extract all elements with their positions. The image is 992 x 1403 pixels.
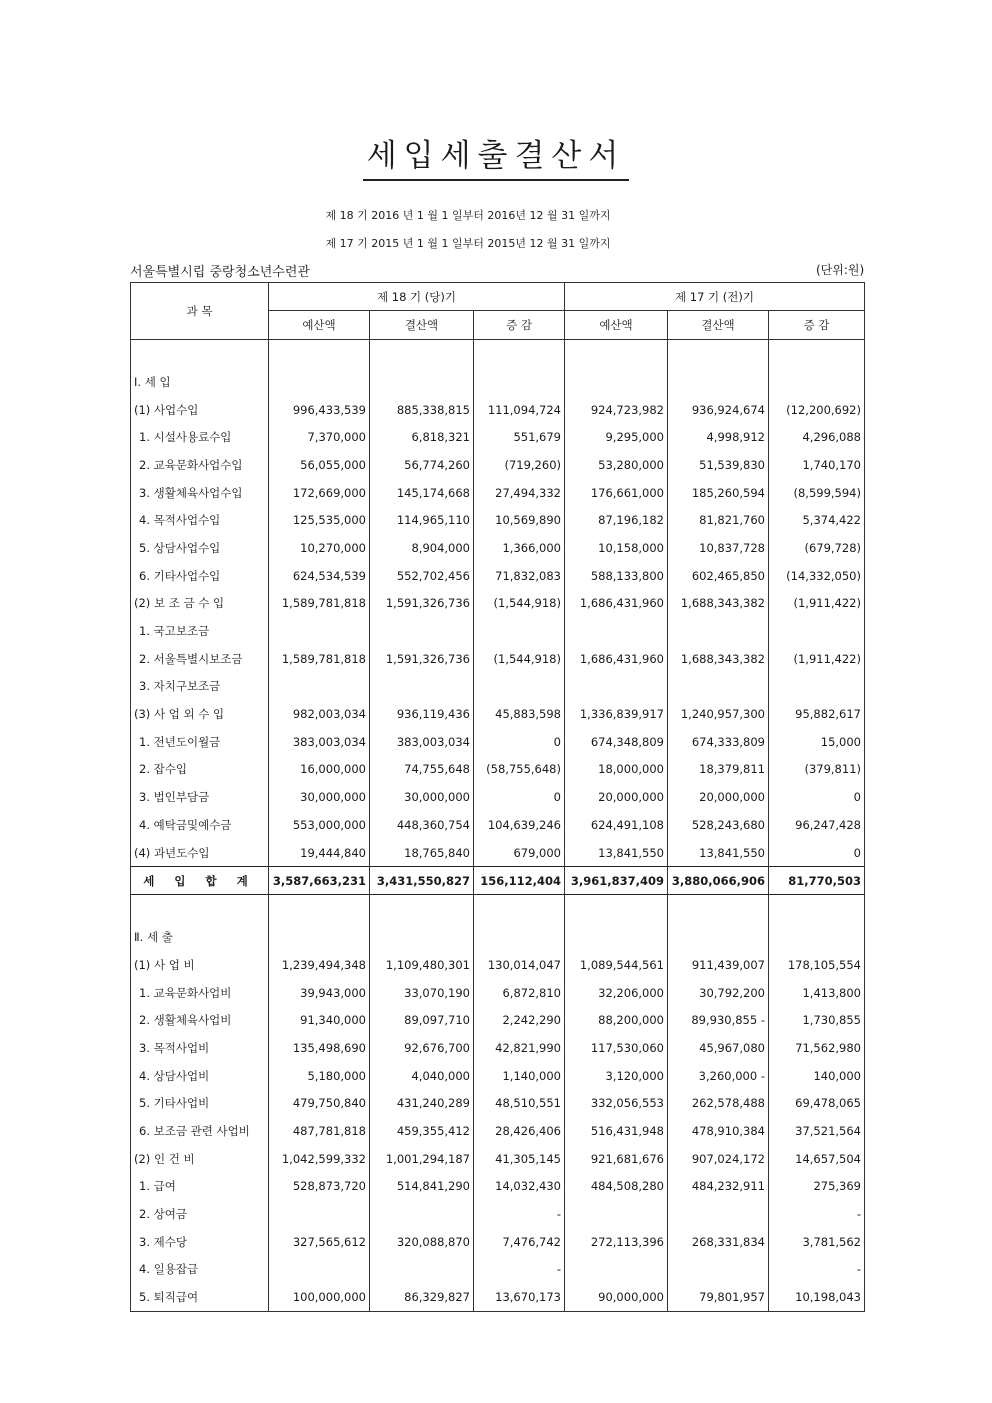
table-row: [131, 923, 865, 951]
value-cell: 86,329,827: [370, 1283, 474, 1311]
value-cell: 18,379,811: [668, 756, 769, 784]
value-cell: 996,433,539: [269, 396, 370, 424]
value-cell: 71,832,083: [474, 562, 565, 590]
value-cell: 156,112,404: [474, 867, 565, 895]
table-row: [131, 479, 865, 507]
value-cell: (1,544,918): [474, 645, 565, 673]
value-cell: [565, 895, 668, 924]
row-label: (4) 과년도수입: [131, 839, 269, 867]
value-cell: 1,140,000: [474, 1062, 565, 1090]
period-current: 제 18 기 2016 년 1 월 1 일부터 2016년 12 월 31 일까지: [325, 209, 611, 222]
col-header: 예산액: [565, 311, 668, 340]
row-label: 1. 국고보조금: [131, 617, 269, 645]
row-label: (2) 인 건 비: [131, 1145, 269, 1173]
value-cell: 0: [474, 783, 565, 811]
value-cell: 10,837,728: [668, 534, 769, 562]
value-cell: 1,089,544,561: [565, 951, 668, 979]
value-cell: 1,042,599,332: [269, 1145, 370, 1173]
value-cell: 1,688,343,382: [668, 590, 769, 618]
value-cell: -: [769, 1200, 865, 1228]
table-row: [131, 617, 865, 645]
value-cell: [474, 673, 565, 701]
row-label: [131, 340, 269, 369]
value-cell: 528,873,720: [269, 1173, 370, 1201]
table-row: [131, 895, 865, 924]
value-cell: 74,755,648: [370, 756, 474, 784]
value-cell: 1,591,326,736: [370, 645, 474, 673]
subject-header: 과 목: [131, 283, 269, 340]
value-cell: 332,056,553: [565, 1090, 668, 1118]
value-cell: [269, 923, 370, 951]
value-cell: [668, 1256, 769, 1284]
value-cell: 81,821,760: [668, 506, 769, 534]
value-cell: 88,200,000: [565, 1006, 668, 1034]
value-cell: 0: [769, 839, 865, 867]
value-cell: [565, 923, 668, 951]
value-cell: 674,348,809: [565, 728, 668, 756]
table-row: [131, 562, 865, 590]
table-row: [131, 1200, 865, 1228]
row-label: 1. 급여: [131, 1173, 269, 1201]
value-cell: 10,569,890: [474, 506, 565, 534]
row-label: 4. 일용잡급: [131, 1256, 269, 1284]
row-label: 5. 퇴직급여: [131, 1283, 269, 1311]
value-cell: 516,431,948: [565, 1117, 668, 1145]
value-cell: [269, 895, 370, 924]
value-cell: 9,295,000: [565, 423, 668, 451]
row-label: 5. 상담사업수입: [131, 534, 269, 562]
value-cell: 87,196,182: [565, 506, 668, 534]
value-cell: 30,000,000: [370, 783, 474, 811]
value-cell: 135,498,690: [269, 1034, 370, 1062]
value-cell: 32,206,000: [565, 979, 668, 1007]
value-cell: 51,539,830: [668, 451, 769, 479]
value-cell: 1,109,480,301: [370, 951, 474, 979]
value-cell: 1,413,800: [769, 979, 865, 1007]
value-cell: (12,200,692): [769, 396, 865, 424]
value-cell: (14,332,050): [769, 562, 865, 590]
value-cell: (58,755,648): [474, 756, 565, 784]
value-cell: 624,534,539: [269, 562, 370, 590]
value-cell: 20,000,000: [668, 783, 769, 811]
organization-name: 서울특별시립 중랑청소년수련관: [130, 265, 310, 280]
table-row: [131, 839, 865, 867]
value-cell: 14,657,504: [769, 1145, 865, 1173]
value-cell: [370, 895, 474, 924]
value-cell: 30,792,200: [668, 979, 769, 1007]
value-cell: [668, 368, 769, 396]
table-row: [131, 1034, 865, 1062]
value-cell: [565, 1200, 668, 1228]
value-cell: 921,681,676: [565, 1145, 668, 1173]
value-cell: 383,003,034: [269, 728, 370, 756]
value-cell: 3,781,562: [769, 1228, 865, 1256]
value-cell: 936,119,436: [370, 700, 474, 728]
value-cell: 3,260,000 -: [668, 1062, 769, 1090]
value-cell: [269, 1256, 370, 1284]
row-label: 1. 시설사용료수입: [131, 423, 269, 451]
value-cell: [474, 368, 565, 396]
value-cell: 0: [474, 728, 565, 756]
table-body: [131, 340, 865, 1312]
value-cell: [370, 1200, 474, 1228]
table-row: [131, 979, 865, 1007]
row-label: Ⅱ. 세 출: [131, 923, 269, 951]
value-cell: 262,578,488: [668, 1090, 769, 1118]
value-cell: 13,670,173: [474, 1283, 565, 1311]
table-row: [131, 590, 865, 618]
row-label: Ⅰ. 세 입: [131, 368, 269, 396]
row-label: 6. 기타사업수입: [131, 562, 269, 590]
value-cell: 176,661,000: [565, 479, 668, 507]
value-cell: 10,270,000: [269, 534, 370, 562]
col-header: 예산액: [269, 311, 370, 340]
row-label: 4. 목적사업수입: [131, 506, 269, 534]
value-cell: 13,841,550: [565, 839, 668, 867]
value-cell: 13,841,550: [668, 839, 769, 867]
table-row: [131, 1062, 865, 1090]
value-cell: 320,088,870: [370, 1228, 474, 1256]
value-cell: 272,113,396: [565, 1228, 668, 1256]
value-cell: 4,998,912: [668, 423, 769, 451]
value-cell: 81,770,503: [769, 867, 865, 895]
value-cell: 588,133,800: [565, 562, 668, 590]
value-cell: 140,000: [769, 1062, 865, 1090]
value-cell: 111,094,724: [474, 396, 565, 424]
value-cell: 6,818,321: [370, 423, 474, 451]
value-cell: 924,723,982: [565, 396, 668, 424]
value-cell: 125,535,000: [269, 506, 370, 534]
value-cell: 1,589,781,818: [269, 645, 370, 673]
row-label: (2) 보 조 금 수 입: [131, 590, 269, 618]
value-cell: 100,000,000: [269, 1283, 370, 1311]
value-cell: -: [474, 1200, 565, 1228]
value-cell: 30,000,000: [269, 783, 370, 811]
row-label: (1) 사 업 비: [131, 951, 269, 979]
table-row: [131, 1090, 865, 1118]
value-cell: -: [769, 1256, 865, 1284]
value-cell: [474, 617, 565, 645]
value-cell: 89,930,855 -: [668, 1006, 769, 1034]
value-cell: 885,338,815: [370, 396, 474, 424]
value-cell: 18,765,840: [370, 839, 474, 867]
value-cell: 602,465,850: [668, 562, 769, 590]
value-cell: [269, 340, 370, 369]
value-cell: 48,510,551: [474, 1090, 565, 1118]
table-row: [131, 1173, 865, 1201]
col-header: 결산액: [668, 311, 769, 340]
value-cell: 552,702,456: [370, 562, 474, 590]
table-row: [131, 1228, 865, 1256]
table-row: [131, 867, 865, 895]
value-cell: [565, 617, 668, 645]
table-row: [131, 673, 865, 701]
value-cell: 53,280,000: [565, 451, 668, 479]
value-cell: [769, 368, 865, 396]
period-prior: 제 17 기 2015 년 1 월 1 일부터 2015년 12 월 31 일까지: [325, 237, 611, 250]
value-cell: 7,476,742: [474, 1228, 565, 1256]
value-cell: 478,910,384: [668, 1117, 769, 1145]
table-row: [131, 506, 865, 534]
row-label: 3. 목적사업비: [131, 1034, 269, 1062]
table-row: [131, 728, 865, 756]
value-cell: [668, 1200, 769, 1228]
table-row: [131, 700, 865, 728]
value-cell: [474, 923, 565, 951]
value-cell: 3,120,000: [565, 1062, 668, 1090]
value-cell: [668, 617, 769, 645]
row-label: (3) 사 업 외 수 입: [131, 700, 269, 728]
value-cell: [769, 673, 865, 701]
value-cell: 7,370,000: [269, 423, 370, 451]
value-cell: 0: [769, 783, 865, 811]
value-cell: 674,333,809: [668, 728, 769, 756]
row-label: 3. 제수당: [131, 1228, 269, 1256]
value-cell: (1,544,918): [474, 590, 565, 618]
value-cell: [370, 923, 474, 951]
value-cell: 96,247,428: [769, 811, 865, 839]
value-cell: 1,589,781,818: [269, 590, 370, 618]
value-cell: 104,639,246: [474, 811, 565, 839]
value-cell: 3,587,663,231: [269, 867, 370, 895]
value-cell: 1,740,170: [769, 451, 865, 479]
value-cell: 45,883,598: [474, 700, 565, 728]
value-cell: [769, 617, 865, 645]
table-row: [131, 951, 865, 979]
value-cell: 448,360,754: [370, 811, 474, 839]
value-cell: [565, 340, 668, 369]
value-cell: [269, 617, 370, 645]
document-title: [0, 130, 992, 181]
value-cell: 4,040,000: [370, 1062, 474, 1090]
value-cell: 6,872,810: [474, 979, 565, 1007]
value-cell: [565, 1256, 668, 1284]
value-cell: [370, 673, 474, 701]
value-cell: 90,000,000: [565, 1283, 668, 1311]
value-cell: 3,961,837,409: [565, 867, 668, 895]
table-row: [131, 451, 865, 479]
value-cell: 114,965,110: [370, 506, 474, 534]
value-cell: 1,239,494,348: [269, 951, 370, 979]
value-cell: 185,260,594: [668, 479, 769, 507]
value-cell: 268,331,834: [668, 1228, 769, 1256]
value-cell: [565, 368, 668, 396]
table-row: [131, 1256, 865, 1284]
row-label: 5. 기타사업비: [131, 1090, 269, 1118]
value-cell: 1,336,839,917: [565, 700, 668, 728]
value-cell: 117,530,060: [565, 1034, 668, 1062]
table-row: [131, 1117, 865, 1145]
value-cell: 679,000: [474, 839, 565, 867]
value-cell: 172,669,000: [269, 479, 370, 507]
value-cell: 15,000: [769, 728, 865, 756]
value-cell: 624,491,108: [565, 811, 668, 839]
value-cell: 907,024,172: [668, 1145, 769, 1173]
value-cell: [370, 617, 474, 645]
table-row: [131, 1006, 865, 1034]
value-cell: 479,750,840: [269, 1090, 370, 1118]
value-cell: 20,000,000: [565, 783, 668, 811]
row-label: 2. 교육문화사업수입: [131, 451, 269, 479]
value-cell: (1,911,422): [769, 590, 865, 618]
value-cell: 327,565,612: [269, 1228, 370, 1256]
value-cell: 42,821,990: [474, 1034, 565, 1062]
row-label: 4. 상담사업비: [131, 1062, 269, 1090]
value-cell: 1,730,855: [769, 1006, 865, 1034]
row-label: 2. 잡수입: [131, 756, 269, 784]
value-cell: [370, 1256, 474, 1284]
value-cell: 95,882,617: [769, 700, 865, 728]
value-cell: 1,686,431,960: [565, 590, 668, 618]
value-cell: 459,355,412: [370, 1117, 474, 1145]
value-cell: 79,801,957: [668, 1283, 769, 1311]
value-cell: 484,232,911: [668, 1173, 769, 1201]
row-label: 2. 서울특별시보조금: [131, 645, 269, 673]
table-row: [131, 783, 865, 811]
table-row: [131, 1283, 865, 1311]
value-cell: 41,305,145: [474, 1145, 565, 1173]
value-cell: 27,494,332: [474, 479, 565, 507]
value-cell: 3,431,550,827: [370, 867, 474, 895]
value-cell: 982,003,034: [269, 700, 370, 728]
value-cell: [474, 340, 565, 369]
row-label: 1. 교육문화사업비: [131, 979, 269, 1007]
value-cell: 91,340,000: [269, 1006, 370, 1034]
current-period-header: 제 18 기 (당)기: [269, 283, 565, 311]
value-cell: 431,240,289: [370, 1090, 474, 1118]
value-cell: 28,426,406: [474, 1117, 565, 1145]
value-cell: 514,841,290: [370, 1173, 474, 1201]
table-row: [131, 1145, 865, 1173]
value-cell: [769, 923, 865, 951]
table-row: [131, 534, 865, 562]
table-row: [131, 645, 865, 673]
value-cell: 1,591,326,736: [370, 590, 474, 618]
row-label: 3. 법인부담금: [131, 783, 269, 811]
row-label: 2. 생활체육사업비: [131, 1006, 269, 1034]
value-cell: 33,070,190: [370, 979, 474, 1007]
row-label: (1) 사업수입: [131, 396, 269, 424]
table-row: [131, 811, 865, 839]
value-cell: 487,781,818: [269, 1117, 370, 1145]
settlement-table: [130, 282, 865, 1312]
value-cell: 936,924,674: [668, 396, 769, 424]
value-cell: [668, 923, 769, 951]
value-cell: (719,260): [474, 451, 565, 479]
value-cell: [370, 368, 474, 396]
row-label: 6. 보조금 관련 사업비: [131, 1117, 269, 1145]
value-cell: [474, 895, 565, 924]
value-cell: 69,478,065: [769, 1090, 865, 1118]
value-cell: (679,728): [769, 534, 865, 562]
value-cell: [269, 368, 370, 396]
value-cell: (379,811): [769, 756, 865, 784]
value-cell: 1,686,431,960: [565, 645, 668, 673]
table-row: [131, 396, 865, 424]
col-header: 증 감: [474, 311, 565, 340]
table-row: [131, 368, 865, 396]
value-cell: [668, 340, 769, 369]
value-cell: 71,562,980: [769, 1034, 865, 1062]
value-cell: [769, 895, 865, 924]
value-cell: -: [474, 1256, 565, 1284]
value-cell: 18,000,000: [565, 756, 668, 784]
row-label: 3. 자치구보조금: [131, 673, 269, 701]
row-label: [131, 895, 269, 924]
unit-label: (단위:원): [816, 263, 865, 277]
value-cell: 5,180,000: [269, 1062, 370, 1090]
value-cell: [668, 673, 769, 701]
value-cell: 10,198,043: [769, 1283, 865, 1311]
value-cell: 275,369: [769, 1173, 865, 1201]
value-cell: 89,097,710: [370, 1006, 474, 1034]
value-cell: (8,599,594): [769, 479, 865, 507]
value-cell: (1,911,422): [769, 645, 865, 673]
value-cell: 145,174,668: [370, 479, 474, 507]
value-cell: 911,439,007: [668, 951, 769, 979]
col-header: 증 감: [769, 311, 865, 340]
value-cell: [370, 340, 474, 369]
col-header: 결산액: [370, 311, 474, 340]
row-label: 세 입 합 계: [131, 867, 269, 895]
value-cell: 19,444,840: [269, 839, 370, 867]
value-cell: 484,508,280: [565, 1173, 668, 1201]
value-cell: 551,679: [474, 423, 565, 451]
value-cell: 37,521,564: [769, 1117, 865, 1145]
value-cell: 383,003,034: [370, 728, 474, 756]
value-cell: 8,904,000: [370, 534, 474, 562]
row-label: 4. 예탁금및예수금: [131, 811, 269, 839]
value-cell: [269, 1200, 370, 1228]
value-cell: 130,014,047: [474, 951, 565, 979]
row-label: 3. 생활체육사업수입: [131, 479, 269, 507]
value-cell: 1,240,957,300: [668, 700, 769, 728]
value-cell: 1,366,000: [474, 534, 565, 562]
table-row: [131, 340, 865, 369]
value-cell: 2,242,290: [474, 1006, 565, 1034]
value-cell: 3,880,066,906: [668, 867, 769, 895]
table-row: [131, 756, 865, 784]
value-cell: [269, 673, 370, 701]
value-cell: 5,374,422: [769, 506, 865, 534]
document-title-text: 세입세출결산서: [363, 130, 630, 181]
value-cell: 56,774,260: [370, 451, 474, 479]
value-cell: 1,688,343,382: [668, 645, 769, 673]
value-cell: 1,001,294,187: [370, 1145, 474, 1173]
value-cell: 528,243,680: [668, 811, 769, 839]
value-cell: 14,032,430: [474, 1173, 565, 1201]
value-cell: 56,055,000: [269, 451, 370, 479]
value-cell: 553,000,000: [269, 811, 370, 839]
value-cell: 39,943,000: [269, 979, 370, 1007]
table-row: [131, 423, 865, 451]
row-label: 1. 전년도이월금: [131, 728, 269, 756]
row-label: 2. 상여금: [131, 1200, 269, 1228]
value-cell: 4,296,088: [769, 423, 865, 451]
value-cell: [668, 895, 769, 924]
value-cell: 16,000,000: [269, 756, 370, 784]
prior-period-header: 제 17 기 (전)기: [565, 283, 865, 311]
value-cell: [565, 673, 668, 701]
value-cell: 92,676,700: [370, 1034, 474, 1062]
value-cell: 10,158,000: [565, 534, 668, 562]
value-cell: 178,105,554: [769, 951, 865, 979]
value-cell: [769, 340, 865, 369]
value-cell: 45,967,080: [668, 1034, 769, 1062]
